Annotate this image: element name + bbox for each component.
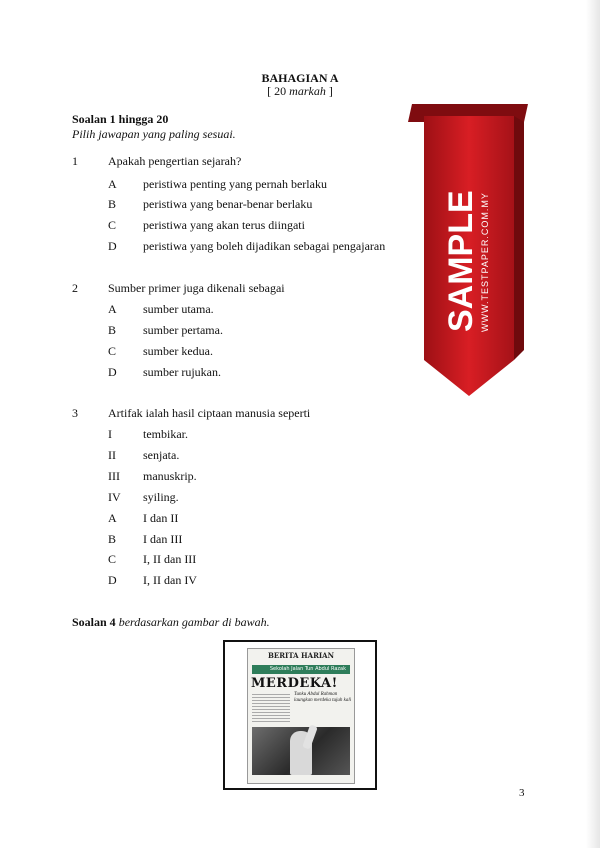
question-2-number: 2 — [72, 281, 78, 295]
ribbon-text-layer — [400, 100, 540, 410]
question-4-intro — [72, 615, 270, 630]
question-1-option-letter: B — [108, 197, 117, 211]
question-3-item-text: manuskrip. — [143, 469, 197, 483]
page-edge-shadow — [586, 0, 600, 848]
question-3-option-text[interactable]: I dan III — [143, 532, 183, 546]
question-3-option-letter: B — [108, 532, 117, 546]
question-4-instruction: berdasarkan gambar di bawah. — [115, 615, 270, 629]
question-3-option-letter: D — [108, 573, 117, 587]
newspaper-headline: MERDEKA! — [251, 676, 338, 691]
ribbon-label: SAMPLE — [442, 190, 480, 332]
section-title: BAHAGIAN A — [261, 71, 339, 85]
question-3-option-letter: C — [108, 552, 117, 566]
question-1-option-text[interactable]: peristiwa yang benar-benar berlaku — [143, 197, 313, 211]
question-2-option-letter: A — [108, 302, 117, 316]
question-2-option-text[interactable]: sumber utama. — [143, 302, 214, 316]
question-2-option-text[interactable]: sumber kedua. — [143, 344, 213, 358]
question-3-option-text[interactable]: I dan II — [143, 511, 179, 525]
newspaper-band-text: Sekolah Jalan Tun Abdul Razak — [269, 666, 346, 672]
newspaper-subheadline: Tunku Abdul Rahman laungkan merdeka tujuh kali — [294, 692, 352, 703]
question-3-item-text: syiling. — [143, 490, 179, 504]
newspaper-photo-raised-arm — [302, 724, 318, 749]
question-3-item-numeral: I — [108, 427, 112, 441]
question-1-option-text[interactable]: peristiwa penting yang pernah berlaku — [143, 177, 327, 191]
question-1-text: Apakah pengertian sejarah? — [108, 154, 242, 168]
sample-ribbon — [400, 100, 540, 410]
question-2-option-letter: D — [108, 365, 117, 379]
question-1-option-letter: A — [108, 177, 117, 191]
newspaper-image — [223, 640, 377, 790]
question-3-option-letter: A — [108, 511, 117, 525]
question-1-option-text[interactable]: peristiwa yang akan terus diingati — [143, 218, 305, 232]
marks-open: [ 20 — [267, 84, 290, 98]
question-1-number: 1 — [72, 154, 78, 168]
question-4-label: Soalan 4 — [72, 615, 116, 629]
question-2-option-text[interactable]: sumber pertama. — [143, 323, 223, 337]
newspaper-masthead: BERITA HARIAN — [267, 651, 334, 660]
newspaper-page — [247, 648, 355, 784]
ribbon-url: WWW.TESTPAPER.COM.MY — [480, 192, 490, 332]
newspaper-text-columns — [252, 694, 290, 724]
question-3-item-text: senjata. — [143, 448, 180, 462]
newspaper-band — [252, 665, 350, 674]
question-range-title: Soalan 1 hingga 20 — [72, 112, 169, 126]
question-3-option-text[interactable]: I, II dan III — [143, 552, 197, 566]
question-3-item-text: tembikar. — [143, 427, 188, 441]
question-1-option-text[interactable]: peristiwa yang boleh dijadikan sebagai pengajaran — [143, 239, 386, 253]
question-3-item-numeral: III — [108, 469, 120, 483]
question-3-item-numeral: IV — [108, 490, 121, 504]
instruction-text: Pilih jawapan yang paling sesuai. — [72, 127, 236, 141]
question-2-option-letter: C — [108, 344, 117, 358]
question-3-text: Artifak ialah hasil ciptaan manusia seperti — [108, 406, 311, 420]
marks-close: ] — [325, 84, 333, 98]
question-2-text: Sumber primer juga dikenali sebagai — [108, 281, 285, 295]
section-heading — [0, 72, 600, 98]
section-marks — [0, 85, 600, 98]
newspaper-photo — [252, 727, 350, 775]
question-2-option-text[interactable]: sumber rujukan. — [143, 365, 221, 379]
question-3-number: 3 — [72, 406, 78, 420]
question-3-option-text[interactable]: I, II dan IV — [143, 573, 197, 587]
question-2-option-letter: B — [108, 323, 117, 337]
page-number: 3 — [519, 787, 525, 799]
question-1-option-letter: D — [108, 239, 117, 253]
marks-word: markah — [289, 84, 326, 98]
question-1-option-letter: C — [108, 218, 117, 232]
question-3-item-numeral: II — [108, 448, 116, 462]
